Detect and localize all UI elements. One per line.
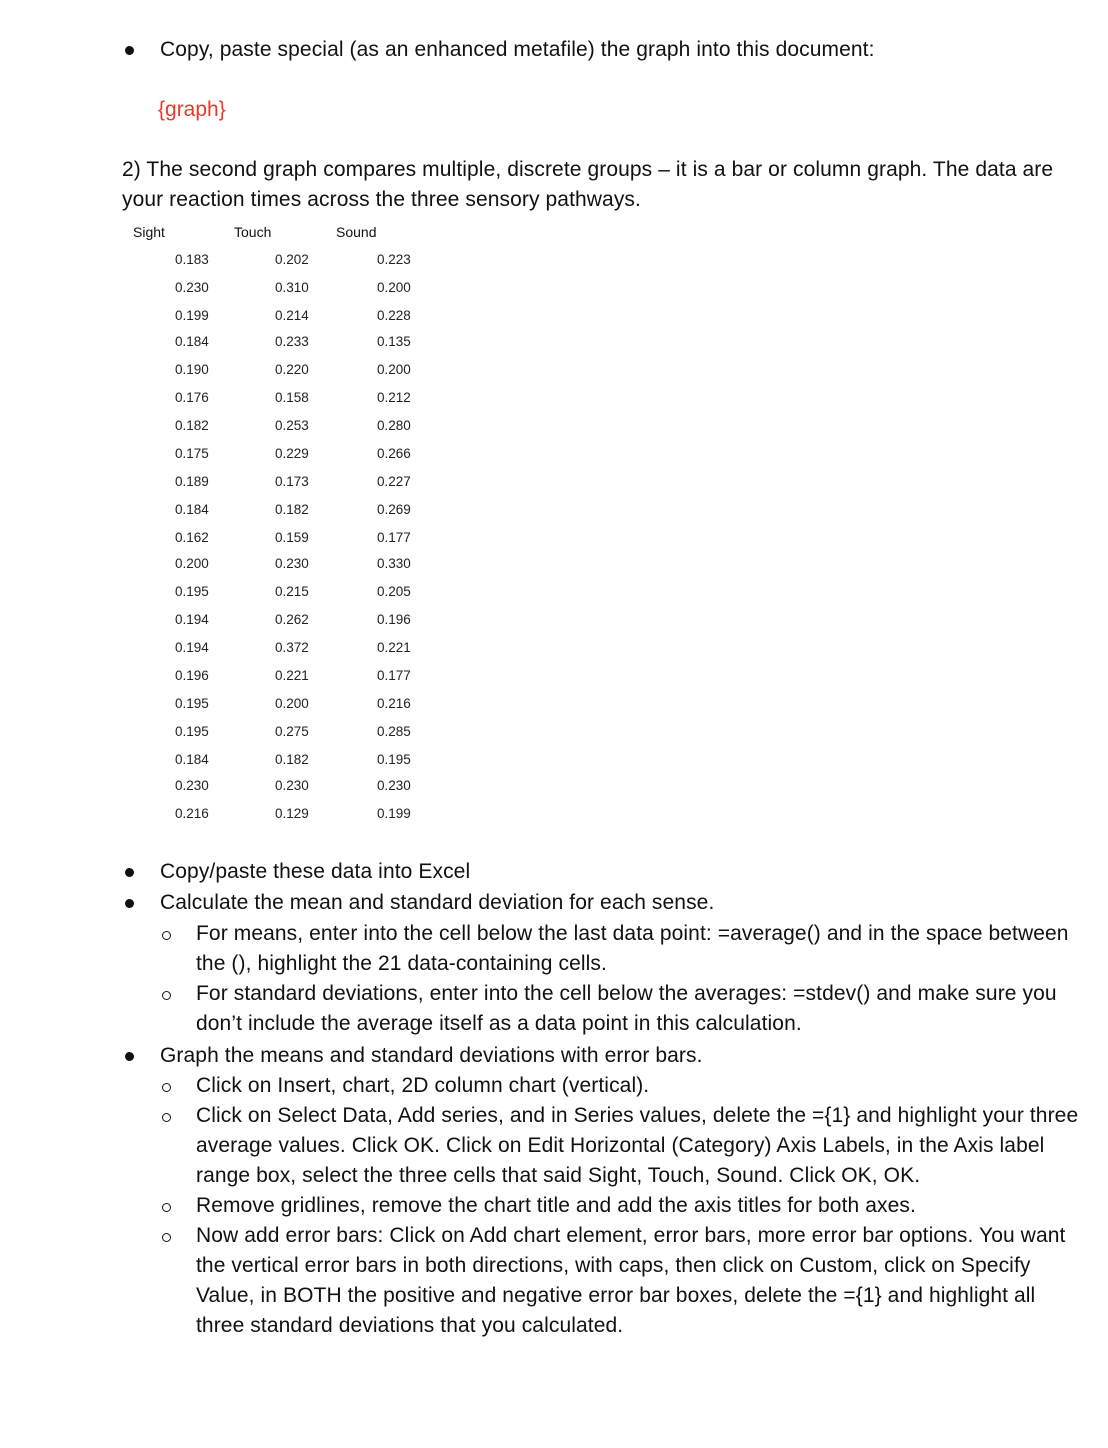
table-cell-sound: 0.200 xyxy=(377,280,411,295)
table-cell-touch: 0.129 xyxy=(275,806,309,821)
table-cell-sound: 0.269 xyxy=(377,502,411,517)
sub-bullet-icon xyxy=(162,1203,171,1212)
bullet-text: Copy/paste these data into Excel xyxy=(160,860,471,883)
table-cell-sight: 0.230 xyxy=(175,778,209,793)
table-cell-sound: 0.285 xyxy=(377,724,411,739)
table-cell-sound: 0.280 xyxy=(377,418,411,433)
table-cell-sight: 0.176 xyxy=(175,390,209,405)
table-cell-sight: 0.216 xyxy=(175,806,209,821)
table-cell-sight: 0.190 xyxy=(175,362,209,377)
table-cell-sight: 0.194 xyxy=(175,640,209,655)
column-header-touch: Touch xyxy=(234,224,272,240)
section-paragraph: 2) The second graph compares multiple, discrete groups – it is a bar or column graph. The data are your reaction times across the three sensory pathways. xyxy=(122,158,1054,211)
table-cell-touch: 0.230 xyxy=(275,556,309,571)
table-cell-sight: 0.200 xyxy=(175,556,209,571)
table-cell-touch: 0.221 xyxy=(275,668,309,683)
table-cell-sound: 0.228 xyxy=(377,308,411,323)
table-cell-sound: 0.266 xyxy=(377,446,411,461)
table-cell-sight: 0.199 xyxy=(175,308,209,323)
table-cell-touch: 0.182 xyxy=(275,502,309,517)
sub-bullet-text: For standard deviations, enter into the cell below the averages: =stdev() and make sure you don’t include the average itself as a data point in this calculation. xyxy=(196,982,1057,1035)
table-cell-sight: 0.230 xyxy=(175,280,209,295)
table-cell-sight: 0.194 xyxy=(175,612,209,627)
table-cell-sound: 0.196 xyxy=(377,612,411,627)
table-cell-touch: 0.215 xyxy=(275,584,309,599)
table-cell-sight: 0.189 xyxy=(175,474,209,489)
table-cell-sound: 0.330 xyxy=(377,556,411,571)
table-cell-sight: 0.184 xyxy=(175,502,209,517)
table-cell-sound: 0.135 xyxy=(377,334,411,349)
table-cell-sound: 0.230 xyxy=(377,778,411,793)
table-cell-sound: 0.177 xyxy=(377,668,411,683)
sub-bullet-text: Now add error bars: Click on Add chart element, error bars, more error bar options. You want the vertical error bars in both directions, with caps, then click on Custom, click on Specify Value, in BOTH the positive and negative error bar boxes, delete the ={1} and highlight all three standard deviations that you calculated. xyxy=(196,1224,1066,1337)
table-cell-sight: 0.184 xyxy=(175,334,209,349)
table-cell-sight: 0.195 xyxy=(175,724,209,739)
table-cell-sight: 0.175 xyxy=(175,446,209,461)
table-cell-touch: 0.230 xyxy=(275,778,309,793)
bullet-icon xyxy=(125,1052,134,1061)
sub-bullet-text: Click on Select Data, Add series, and in Series values, delete the ={1} and highlight your three average values. Click OK. Click on Edit Horizontal (Category) Axis Labels, in the Axis label range box, select the three cells that said Sight, Touch, Sound. Click OK, OK. xyxy=(196,1104,1079,1187)
table-cell-sight: 0.195 xyxy=(175,696,209,711)
bullet-text: Graph the means and standard deviations with error bars. xyxy=(160,1044,703,1067)
table-cell-sound: 0.227 xyxy=(377,474,411,489)
table-cell-sound: 0.212 xyxy=(377,390,411,405)
table-cell-sound: 0.200 xyxy=(377,362,411,377)
table-cell-sight: 0.184 xyxy=(175,752,209,767)
sub-bullet-icon xyxy=(162,931,171,940)
bullet-icon xyxy=(125,899,134,908)
table-cell-sound: 0.195 xyxy=(377,752,411,767)
table-cell-sound: 0.223 xyxy=(377,252,411,267)
table-cell-touch: 0.253 xyxy=(275,418,309,433)
table-cell-touch: 0.202 xyxy=(275,252,309,267)
table-cell-sound: 0.177 xyxy=(377,530,411,545)
column-header-sound: Sound xyxy=(336,224,377,240)
table-cell-touch: 0.173 xyxy=(275,474,309,489)
table-cell-touch: 0.233 xyxy=(275,334,309,349)
table-cell-sight: 0.196 xyxy=(175,668,209,683)
table-cell-sound: 0.205 xyxy=(377,584,411,599)
table-cell-touch: 0.372 xyxy=(275,640,309,655)
column-header-sight: Sight xyxy=(133,224,165,240)
table-cell-sound: 0.199 xyxy=(377,806,411,821)
table-cell-touch: 0.275 xyxy=(275,724,309,739)
sub-bullet-icon xyxy=(162,991,171,1000)
table-cell-touch: 0.310 xyxy=(275,280,309,295)
bullet-icon xyxy=(125,868,134,877)
table-cell-sight: 0.195 xyxy=(175,584,209,599)
table-cell-sight: 0.182 xyxy=(175,418,209,433)
table-cell-touch: 0.159 xyxy=(275,530,309,545)
sub-bullet-icon xyxy=(162,1233,171,1242)
sub-bullet-icon xyxy=(162,1083,171,1092)
sub-bullet-text: For means, enter into the cell below the last data point: =average() and in the space between the (), highlight the 21 data-containing cells. xyxy=(196,922,1069,975)
table-cell-sound: 0.221 xyxy=(377,640,411,655)
bullet-text: Copy, paste special (as an enhanced metafile) the graph into this document: xyxy=(160,38,875,61)
table-cell-sight: 0.162 xyxy=(175,530,209,545)
sub-bullet-icon xyxy=(162,1113,171,1122)
table-cell-touch: 0.158 xyxy=(275,390,309,405)
table-cell-sight: 0.183 xyxy=(175,252,209,267)
table-cell-touch: 0.182 xyxy=(275,752,309,767)
table-cell-touch: 0.229 xyxy=(275,446,309,461)
sub-bullet-text: Click on Insert, chart, 2D column chart (vertical). xyxy=(196,1074,650,1097)
table-cell-touch: 0.200 xyxy=(275,696,309,711)
sub-bullet-text: Remove gridlines, remove the chart title and add the axis titles for both axes. xyxy=(196,1194,916,1217)
table-cell-sound: 0.216 xyxy=(377,696,411,711)
table-cell-touch: 0.214 xyxy=(275,308,309,323)
table-cell-touch: 0.262 xyxy=(275,612,309,627)
graph-placeholder: {graph} xyxy=(158,98,226,121)
bullet-text: Calculate the mean and standard deviation for each sense. xyxy=(160,891,715,914)
table-cell-touch: 0.220 xyxy=(275,362,309,377)
